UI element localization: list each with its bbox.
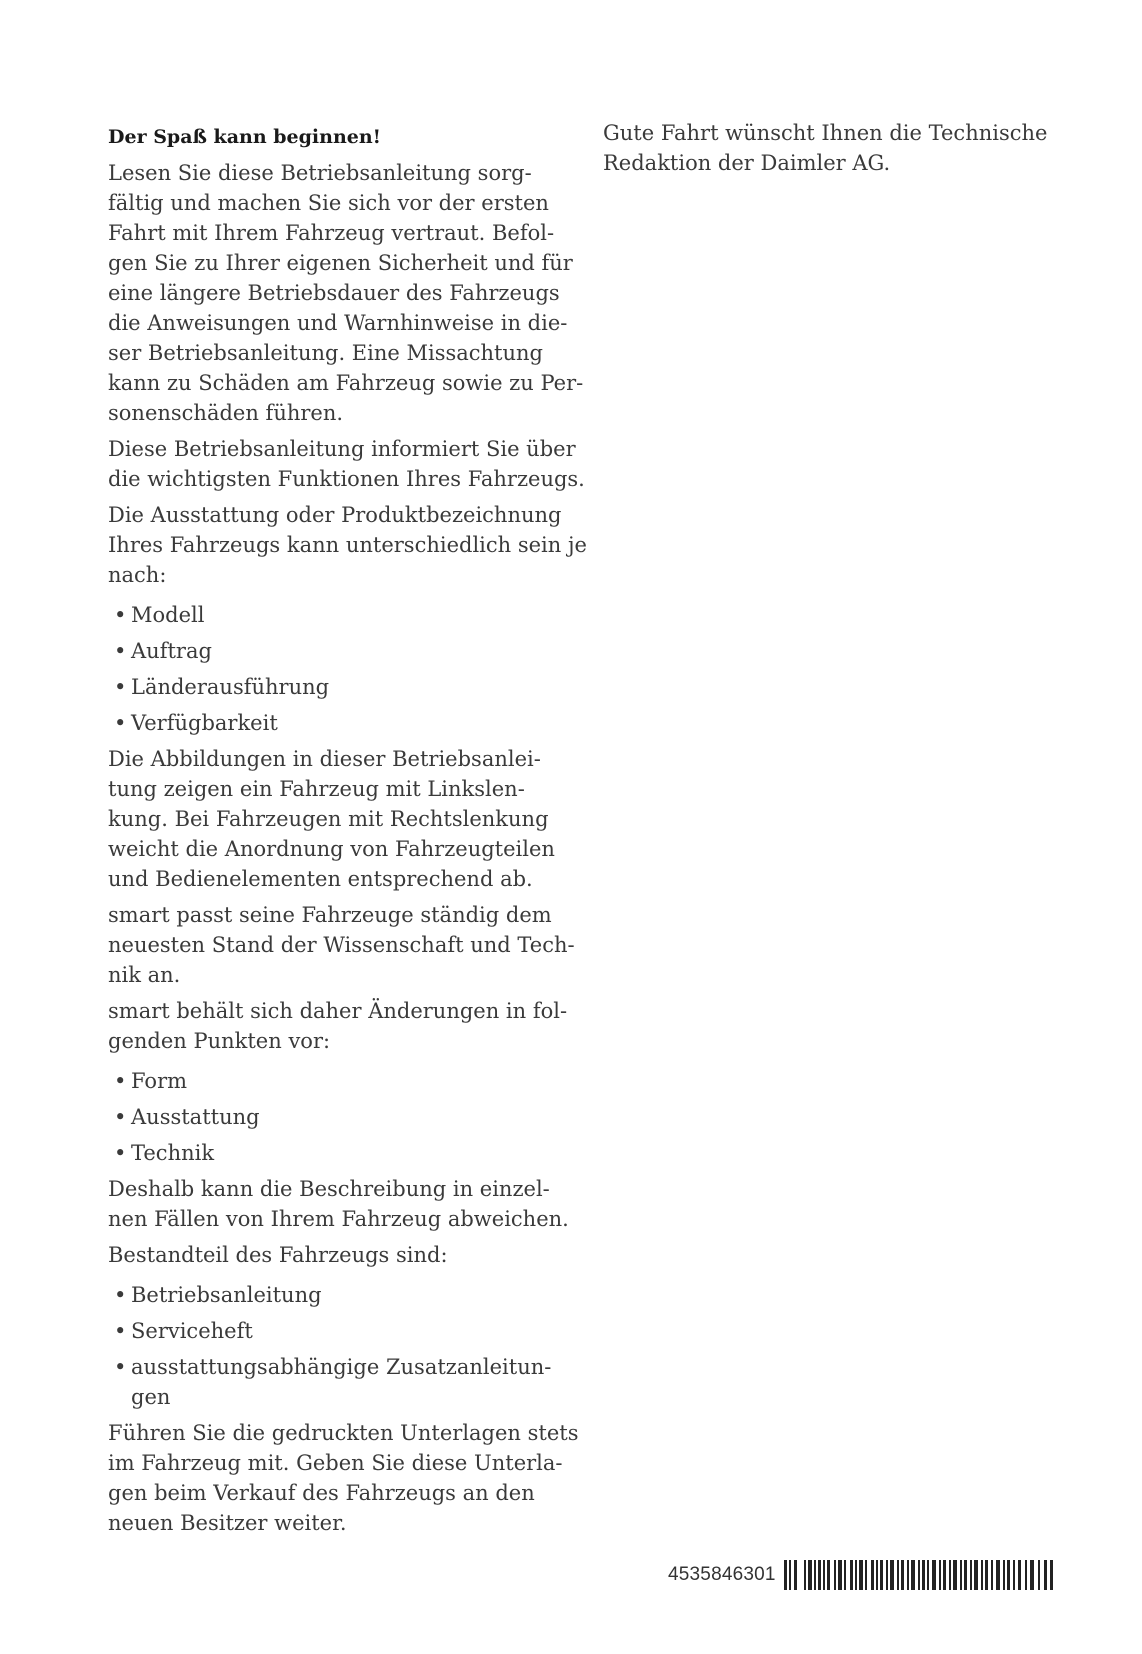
document-number: 4535846301: [668, 1564, 776, 1585]
list-item: • Ausstattung: [108, 1102, 588, 1132]
bullet-icon: •: [114, 1355, 127, 1379]
bullet-icon: •: [114, 675, 127, 699]
list-item: • Länderausführung: [108, 672, 588, 702]
list-item: • Form: [108, 1066, 588, 1096]
illustrations-paragraph: Die Abbildungen in dieser Betriebsanlei- tung zeigen ein Fahrzeug mit Linkslen- kung. Bei Fahrzeugen mit Rechtslenkung weicht die Anordnung von Fahrzeugteilen und Bedienelementen entsprechend ab.: [108, 747, 555, 891]
bullet-icon: •: [114, 1105, 127, 1129]
bullet-icon: •: [114, 711, 127, 735]
deviation-paragraph: Deshalb kann die Beschreibung in einzel- nen Fällen von Ihrem Fahrzeug abweichen.: [108, 1177, 569, 1231]
bullet-icon: •: [114, 603, 127, 627]
list-item: • Verfügbarkeit: [108, 708, 588, 738]
bullet-icon: •: [114, 1069, 127, 1093]
list-item: • Betriebsanleitung: [108, 1280, 588, 1310]
right-column: [603, 118, 1073, 184]
variants-list: [108, 600, 588, 738]
intro-paragraph: Lesen Sie diese Betriebsanleitung sorg- fältig und machen Sie sich vor der ersten Fahrt mit Ihrem Fahrzeug vertraut. Befol- gen Sie zu Ihrer eigenen Sicherheit und für eine längere Betriebsdauer des Fahrzeugs die Anweisungen und Warnhinweise in die- ser Betriebsanleitung. Eine Missachtung kann zu Schäden am Fahrzeug sowie zu Per- sonenschäden führen.: [108, 161, 584, 425]
closing-paragraph: Führen Sie die gedruckten Unterlagen stets im Fahrzeug mit. Geben Sie diese Unterla- gen beim Verkauf des Fahrzeugs an den neuen Besitzer weiter.: [108, 1421, 579, 1535]
section-heading: Der Spaß kann beginnen!: [108, 126, 382, 148]
document-footer: [668, 1558, 1054, 1592]
update-paragraph: smart passt seine Fahrzeuge ständig dem neuesten Stand der Wissenschaft und Tech- nik an.: [108, 903, 575, 987]
changes-paragraph: smart behält sich daher Änderungen in fol- genden Punkten vor:: [108, 999, 568, 1053]
closing-wish: Gute Fahrt wünscht Ihnen die Technische Redaktion der Daimler AG.: [603, 121, 1048, 175]
list-item: • ausstattungsabhängige Zusatzanleitun- gen: [108, 1352, 588, 1412]
components-list: [108, 1280, 588, 1412]
components-paragraph: Bestandteil des Fahrzeugs sind:: [108, 1243, 448, 1267]
changes-list: [108, 1066, 588, 1168]
list-item: • Modell: [108, 600, 588, 630]
left-column: [108, 118, 588, 1544]
bullet-icon: •: [114, 1283, 127, 1307]
bullet-icon: •: [114, 1319, 127, 1343]
info-paragraph: Diese Betriebsanleitung informiert Sie über die wichtigsten Funktionen Ihres Fahrzeugs.: [108, 437, 585, 491]
barcode-icon: [784, 1560, 1054, 1590]
list-item: • Auftrag: [108, 636, 588, 666]
list-item: • Serviceheft: [108, 1316, 588, 1346]
list-item: • Technik: [108, 1138, 588, 1168]
equipment-paragraph: Die Ausstattung oder Produktbezeichnung Ihres Fahrzeugs kann unterschiedlich sein je nach:: [108, 503, 587, 587]
bullet-icon: •: [114, 639, 127, 663]
bullet-icon: •: [114, 1141, 127, 1165]
